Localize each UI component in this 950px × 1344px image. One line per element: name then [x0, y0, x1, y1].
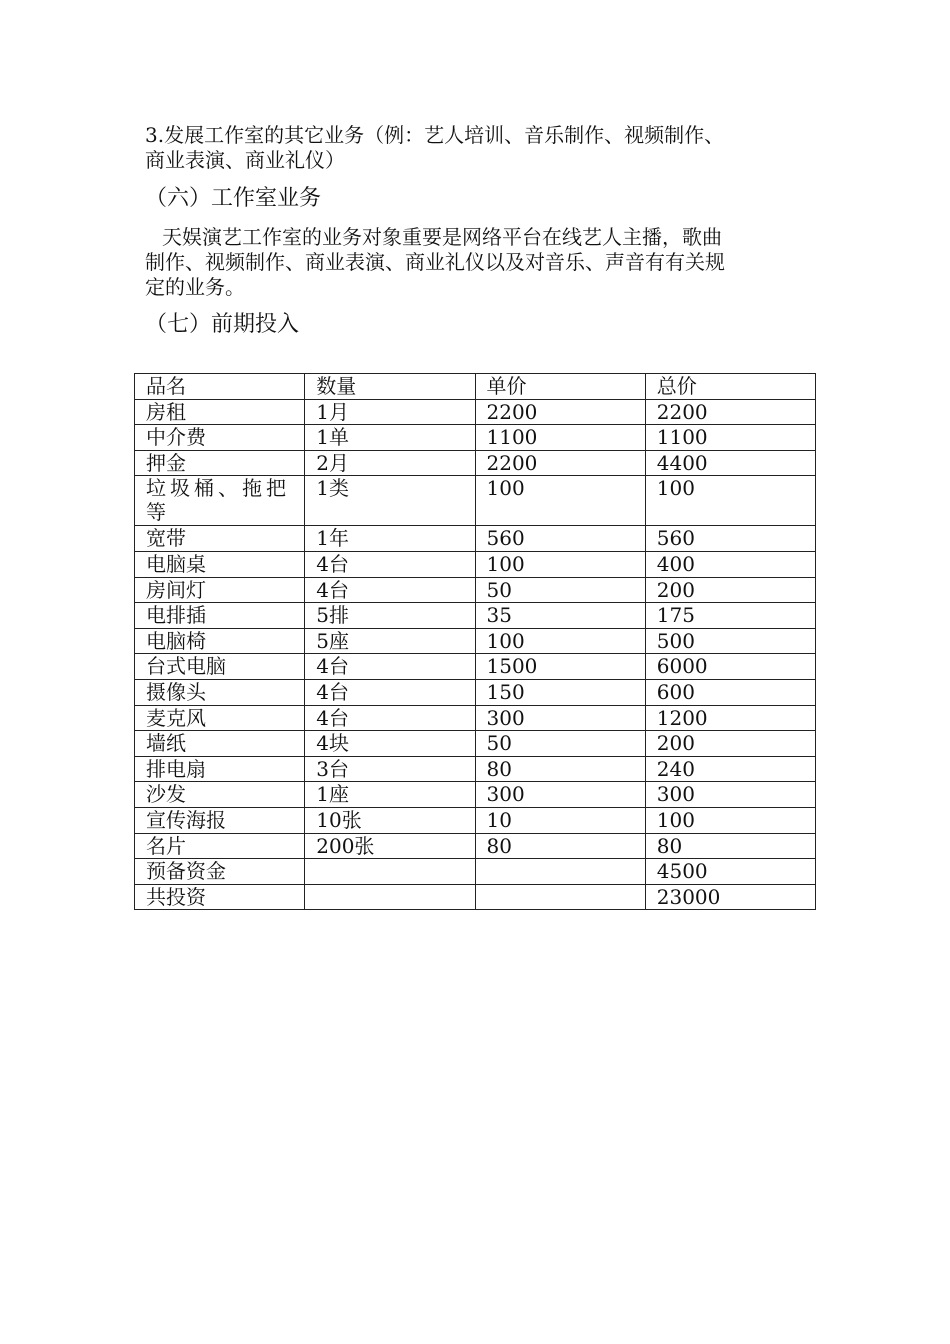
table-row [135, 450, 816, 476]
table-cell: 押金 [135, 450, 305, 476]
investment-table [134, 373, 816, 910]
table-row [135, 476, 816, 526]
table-cell: 1500 [475, 654, 645, 680]
table-cell: 1类 [305, 476, 475, 526]
table-header [135, 374, 816, 400]
table-cell: 台式电脑 [135, 654, 305, 680]
section-heading-6: （六）工作室业务 [145, 186, 322, 211]
table-cell: 电脑椅 [135, 628, 305, 654]
table-cell: 150 [475, 679, 645, 705]
table-cell: 35 [475, 603, 645, 629]
table-cell: 50 [475, 731, 645, 757]
table-cell: 300 [475, 782, 645, 808]
table-cell: 电排插 [135, 603, 305, 629]
table-cell: 房间灯 [135, 577, 305, 603]
table-cell: 摄像头 [135, 679, 305, 705]
table-cell: 4台 [305, 679, 475, 705]
table-cell: 100 [475, 551, 645, 577]
table-cell: 4台 [305, 577, 475, 603]
table-cell: 50 [475, 577, 645, 603]
table-cell [305, 884, 475, 910]
table-cell: 200张 [305, 833, 475, 859]
table-cell: 墙纸 [135, 731, 305, 757]
table-row [135, 679, 816, 705]
table-cell: 1100 [475, 425, 645, 451]
table-row [135, 628, 816, 654]
table-row [135, 807, 816, 833]
table-cell: 240 [645, 756, 815, 782]
paragraph-line-1: 天娱演艺工作室的业务对象重要是网络平台在线艺人主播，歌曲 [162, 225, 722, 249]
table-cell: 宽带 [135, 526, 305, 552]
table-cell [475, 859, 645, 885]
table-cell: 1座 [305, 782, 475, 808]
table-row [135, 782, 816, 808]
table-cell: 1月 [305, 399, 475, 425]
table-cell: 300 [645, 782, 815, 808]
table-row [135, 526, 816, 552]
table-row [135, 654, 816, 680]
table-row [135, 705, 816, 731]
table-cell: 中介费 [135, 425, 305, 451]
table-row [135, 833, 816, 859]
table-row [135, 756, 816, 782]
table-header-row [135, 374, 816, 400]
table-cell: 23000 [645, 884, 815, 910]
table-cell: 200 [645, 731, 815, 757]
table-cell: 4台 [305, 551, 475, 577]
table-cell: 房租 [135, 399, 305, 425]
table-cell: 麦克风 [135, 705, 305, 731]
table-cell: 500 [645, 628, 815, 654]
table-cell: 1单 [305, 425, 475, 451]
table-cell: 200 [645, 577, 815, 603]
table-cell: 100 [475, 628, 645, 654]
table-row [135, 577, 816, 603]
table-row [135, 551, 816, 577]
table-cell: 1年 [305, 526, 475, 552]
table-cell: 80 [645, 833, 815, 859]
header-cell: 数量 [305, 374, 475, 400]
table-cell: 名片 [135, 833, 305, 859]
table-body [135, 399, 816, 910]
section-heading-7: （七）前期投入 [145, 312, 300, 337]
table-cell: 10 [475, 807, 645, 833]
table-cell: 电脑桌 [135, 551, 305, 577]
table-cell: 560 [645, 526, 815, 552]
table-row [135, 731, 816, 757]
table-row [135, 884, 816, 910]
table-row [135, 425, 816, 451]
table-cell: 排电扇 [135, 756, 305, 782]
table-cell: 3台 [305, 756, 475, 782]
table-cell: 6000 [645, 654, 815, 680]
table-cell: 1100 [645, 425, 815, 451]
table-cell: 4400 [645, 450, 815, 476]
table-cell: 400 [645, 551, 815, 577]
table-cell: 300 [475, 705, 645, 731]
table-cell: 5排 [305, 603, 475, 629]
table-row [135, 399, 816, 425]
table-cell: 10张 [305, 807, 475, 833]
table-cell: 80 [475, 756, 645, 782]
table-cell: 1200 [645, 705, 815, 731]
table-cell: 2200 [475, 399, 645, 425]
header-cell: 单价 [475, 374, 645, 400]
table-cell [305, 859, 475, 885]
table-cell: 预备资金 [135, 859, 305, 885]
header-cell: 总价 [645, 374, 815, 400]
table-cell: 2月 [305, 450, 475, 476]
paragraph-line-3: 定的业务。 [145, 275, 245, 299]
paragraph-line-2: 制作、视频制作、商业表演、商业礼仪以及对音乐、声音有有关规 [145, 250, 725, 274]
table-cell: 2200 [645, 399, 815, 425]
table-cell: 5座 [305, 628, 475, 654]
item-3-line-1: 3.发展工作室的其它业务（例：艺人培训、音乐制作、视频制作、 [145, 123, 725, 147]
table-cell: 80 [475, 833, 645, 859]
table-cell: 4台 [305, 654, 475, 680]
table-cell: 4块 [305, 731, 475, 757]
table-cell [475, 884, 645, 910]
table-row [135, 859, 816, 885]
table-cell: 100 [645, 807, 815, 833]
table-cell: 沙发 [135, 782, 305, 808]
table-cell: 100 [645, 476, 815, 526]
table-cell: 100 [475, 476, 645, 526]
table-cell: 共投资 [135, 884, 305, 910]
item-3-line-2: 商业表演、商业礼仪） [145, 148, 345, 172]
table-cell: 175 [645, 603, 815, 629]
table-cell: 宣传海报 [135, 807, 305, 833]
table-cell: 垃圾桶、拖把等 [135, 476, 305, 526]
table-cell: 4台 [305, 705, 475, 731]
table-cell: 4500 [645, 859, 815, 885]
table-cell: 600 [645, 679, 815, 705]
table-cell: 2200 [475, 450, 645, 476]
table-row [135, 603, 816, 629]
header-cell: 品名 [135, 374, 305, 400]
table-cell: 560 [475, 526, 645, 552]
